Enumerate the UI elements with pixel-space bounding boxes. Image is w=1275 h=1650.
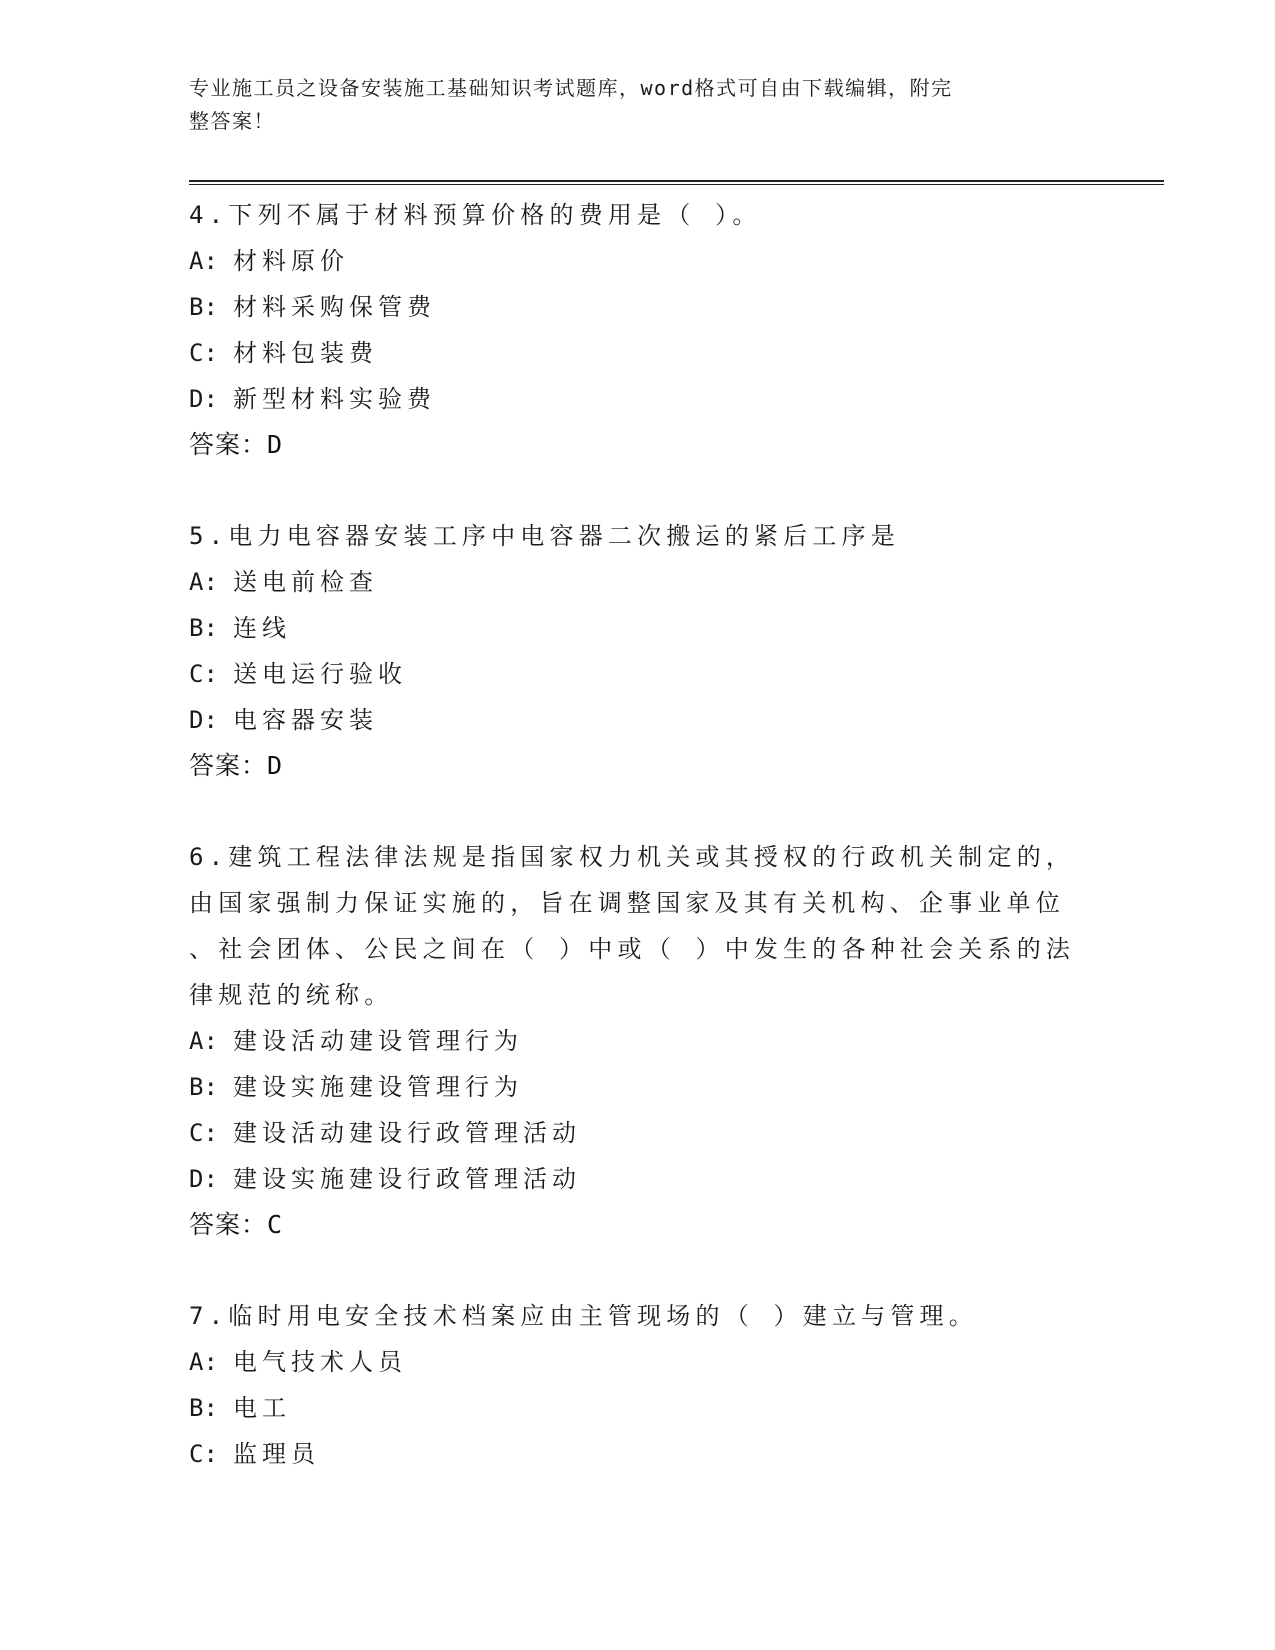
question-item bbox=[189, 834, 1089, 1248]
option-key: D: bbox=[189, 706, 218, 734]
answer-option bbox=[189, 651, 1089, 697]
option-key: C: bbox=[189, 339, 218, 367]
question-stem-line: 5.电力电容器安装工序中电容器二次搬运的紧后工序是 bbox=[189, 522, 900, 550]
answer-option bbox=[189, 1064, 1089, 1110]
answer-option bbox=[189, 1431, 1089, 1477]
answer-key: 答案：D bbox=[189, 751, 284, 780]
answer-option bbox=[189, 605, 1089, 651]
answer-key: 答案：D bbox=[189, 430, 284, 459]
option-text: 电工 bbox=[233, 1394, 291, 1422]
question-stem-line: 、社会团体、公民之间在（ ）中或（ ）中发生的各种社会关系的法 bbox=[189, 935, 1076, 963]
option-key: A: bbox=[189, 1027, 218, 1055]
option-key: D: bbox=[189, 385, 218, 413]
question-stem-line: 7.临时用电安全技术档案应由主管现场的（ ）建立与管理。 bbox=[189, 1302, 978, 1330]
option-text: 建设活动建设行政管理活动 bbox=[233, 1119, 581, 1147]
answer-option bbox=[189, 1110, 1089, 1156]
question-stem-line: 律规范的统称。 bbox=[189, 981, 394, 1009]
question-stem-line: 由国家强制力保证实施的，旨在调整国家及其有关机构、企事业单位 bbox=[189, 889, 1065, 917]
answer-option bbox=[189, 559, 1089, 605]
option-text: 材料采购保管费 bbox=[233, 293, 436, 321]
option-key: C: bbox=[189, 660, 218, 688]
header-line-1: 专业施工员之设备安装施工基础知识考试题库，word格式可自由下载编辑，附完 bbox=[189, 76, 953, 100]
answer-option bbox=[189, 238, 1089, 284]
question-item bbox=[189, 513, 1089, 789]
option-key: B: bbox=[189, 1073, 218, 1101]
answer-option bbox=[189, 697, 1089, 743]
option-key: C: bbox=[189, 1119, 218, 1147]
option-text: 连线 bbox=[233, 614, 291, 642]
answer-option bbox=[189, 1385, 1089, 1431]
answer-option bbox=[189, 1018, 1089, 1064]
option-text: 电气技术人员 bbox=[233, 1348, 407, 1376]
answer-option bbox=[189, 1156, 1089, 1202]
option-text: 新型材料实验费 bbox=[233, 385, 436, 413]
option-key: A: bbox=[189, 1348, 218, 1376]
option-key: D: bbox=[189, 1165, 218, 1193]
option-text: 建设实施建设行政管理活动 bbox=[233, 1165, 581, 1193]
question-stem-line: 4.下列不属于材料预算价格的费用是（ ）。 bbox=[189, 201, 762, 229]
question-stem-line: 6.建筑工程法律法规是指国家权力机关或其授权的行政机关制定的， bbox=[189, 843, 1076, 871]
option-text: 监理员 bbox=[233, 1440, 320, 1468]
option-key: A: bbox=[189, 568, 218, 596]
answer-option bbox=[189, 1339, 1089, 1385]
document-header bbox=[189, 72, 1079, 138]
question-item bbox=[189, 1293, 1089, 1477]
option-key: C: bbox=[189, 1440, 218, 1468]
option-text: 送电运行验收 bbox=[233, 660, 407, 688]
answer-option bbox=[189, 284, 1089, 330]
option-text: 材料包装费 bbox=[233, 339, 378, 367]
option-key: B: bbox=[189, 1394, 218, 1422]
header-divider bbox=[189, 180, 1164, 185]
option-text: 电容器安装 bbox=[233, 706, 378, 734]
question-item bbox=[189, 192, 1089, 468]
option-key: B: bbox=[189, 614, 218, 642]
option-text: 材料原价 bbox=[233, 247, 349, 275]
option-key: A: bbox=[189, 247, 218, 275]
option-key: B: bbox=[189, 293, 218, 321]
answer-key: 答案：C bbox=[189, 1210, 284, 1239]
option-text: 建设实施建设管理行为 bbox=[233, 1073, 523, 1101]
answer-option bbox=[189, 376, 1089, 422]
document-page bbox=[189, 0, 1164, 1650]
option-text: 建设活动建设管理行为 bbox=[233, 1027, 523, 1055]
header-line-2: 整答案！ bbox=[189, 109, 275, 133]
question-list bbox=[189, 192, 1089, 1522]
option-text: 送电前检查 bbox=[233, 568, 378, 596]
answer-option bbox=[189, 330, 1089, 376]
